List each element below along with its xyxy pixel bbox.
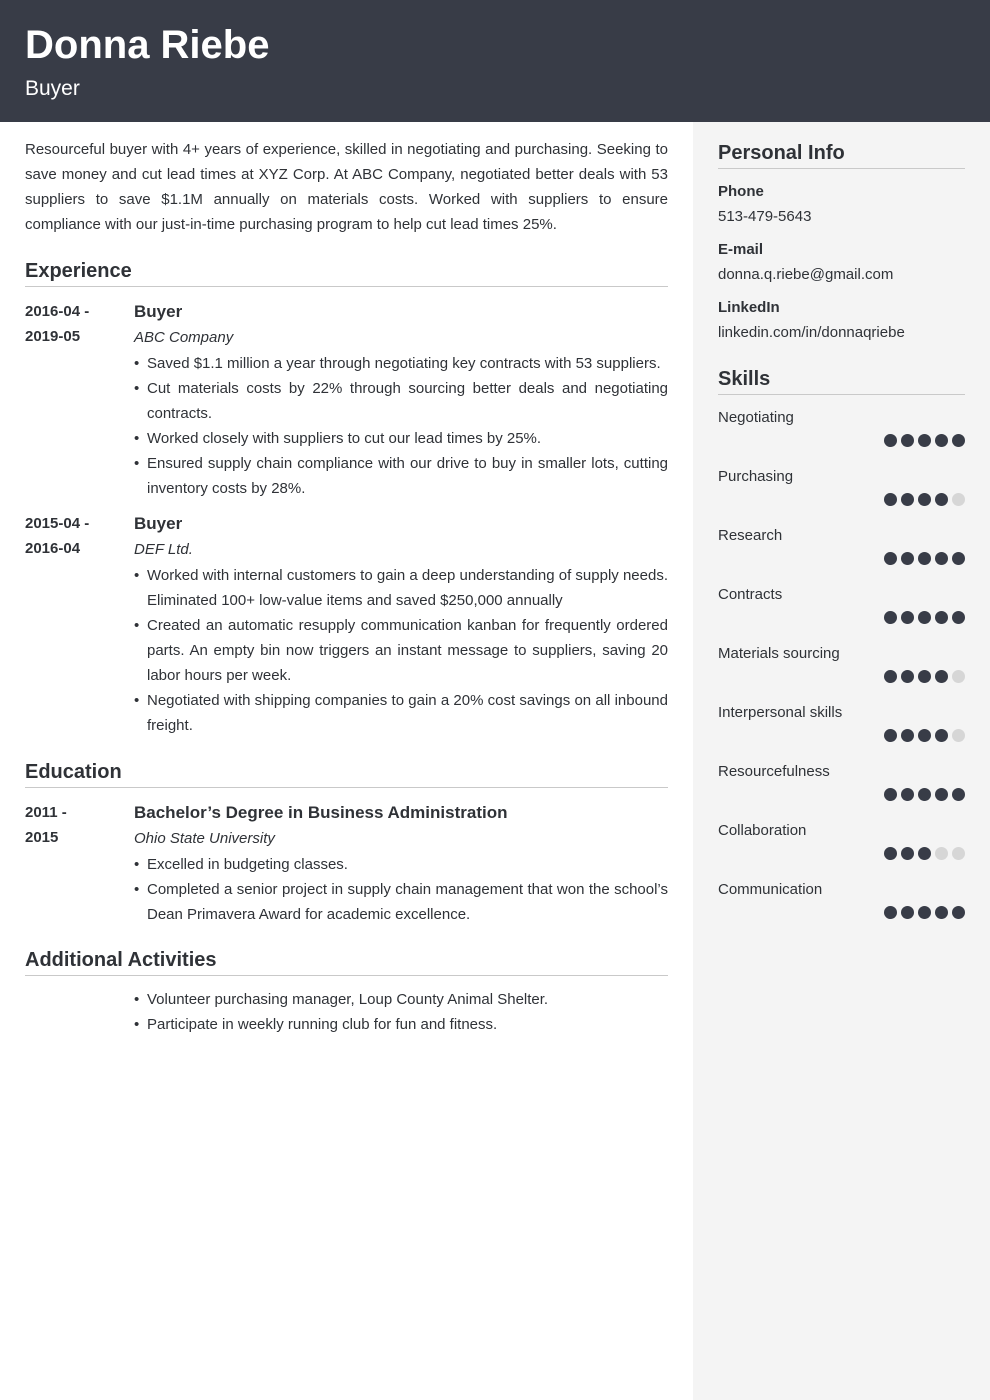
rating-dot-filled xyxy=(952,788,965,801)
rating-dot-filled xyxy=(935,788,948,801)
rating-dot-filled xyxy=(884,552,897,565)
date-start: 2011 - xyxy=(25,804,67,821)
skill-name: Negotiating xyxy=(718,409,794,426)
date-start: 2016-04 - xyxy=(25,303,90,320)
job-title: Buyer xyxy=(134,514,183,533)
skill-rating xyxy=(880,611,965,624)
skill-name: Materials sourcing xyxy=(718,645,840,662)
rating-dot-empty xyxy=(952,493,965,506)
bullet-item: • Excelled in budgeting classes. xyxy=(134,852,668,877)
skill-row xyxy=(718,644,965,703)
bullet-list xyxy=(134,563,668,738)
bullet-list xyxy=(134,351,668,501)
rating-dot-filled xyxy=(935,729,948,742)
bullet-list xyxy=(134,987,668,1037)
candidate-name: Donna Riebe xyxy=(25,23,270,67)
skill-name: Collaboration xyxy=(718,822,807,839)
rating-dot-empty xyxy=(952,670,965,683)
skill-row xyxy=(718,585,965,644)
email-label: E-mail xyxy=(718,241,764,258)
skill-name: Research xyxy=(718,527,783,544)
bullet-item: • Ensured supply chain compliance with our drive to buy in smaller lots, cutting inventory costs by 28%. xyxy=(134,451,668,501)
bullet-list xyxy=(134,852,668,927)
rating-dot-filled xyxy=(935,906,948,919)
skill-rating xyxy=(880,552,965,565)
section-title-personal-info: Personal Info xyxy=(718,141,965,169)
bullet-item: • Negotiated with shipping companies to gain a 20% cost savings on all inbound freight. xyxy=(134,688,668,738)
rating-dot-filled xyxy=(918,788,931,801)
section-title-experience: Experience xyxy=(25,259,668,287)
date-end: 2015 xyxy=(25,829,59,846)
rating-dot-filled xyxy=(901,493,914,506)
company-name: DEF Ltd. xyxy=(134,541,193,558)
rating-dot-empty xyxy=(952,847,965,860)
degree-title: Bachelor’s Degree in Business Administration xyxy=(134,803,508,822)
education-entry xyxy=(25,800,668,927)
skill-name: Communication xyxy=(718,881,823,898)
experience-entry xyxy=(25,511,668,738)
rating-dot-filled xyxy=(901,847,914,860)
rating-dot-filled xyxy=(901,729,914,742)
rating-dot-filled xyxy=(884,434,897,447)
skill-rating xyxy=(880,847,965,860)
rating-dot-filled xyxy=(884,493,897,506)
rating-dot-filled xyxy=(918,670,931,683)
company-name: ABC Company xyxy=(134,329,234,346)
rating-dot-empty xyxy=(935,847,948,860)
rating-dot-filled xyxy=(918,611,931,624)
skill-name: Resourcefulness xyxy=(718,763,830,780)
rating-dot-filled xyxy=(952,434,965,447)
rating-dot-filled xyxy=(935,493,948,506)
skill-rating xyxy=(880,729,965,742)
skill-rating xyxy=(880,493,965,506)
rating-dot-filled xyxy=(884,906,897,919)
school-name: Ohio State University xyxy=(134,830,275,847)
skills-list xyxy=(718,408,965,939)
rating-dot-filled xyxy=(901,434,914,447)
rating-dot-filled xyxy=(918,552,931,565)
rating-dot-filled xyxy=(935,670,948,683)
section-title-activities: Additional Activities xyxy=(25,948,668,976)
rating-dot-filled xyxy=(935,611,948,624)
bullet-item: • Saved $1.1 million a year through negotiating key contracts with 53 suppliers. xyxy=(134,351,668,376)
rating-dot-filled xyxy=(884,847,897,860)
rating-dot-filled xyxy=(935,434,948,447)
date-end: 2019-05 xyxy=(25,328,81,345)
rating-dot-filled xyxy=(918,493,931,506)
activities-entry xyxy=(25,987,668,1037)
entry-dates xyxy=(25,511,134,738)
rating-dot-filled xyxy=(884,788,897,801)
candidate-role: Buyer xyxy=(25,77,80,100)
skill-row xyxy=(718,703,965,762)
rating-dot-filled xyxy=(935,552,948,565)
rating-dot-filled xyxy=(918,906,931,919)
education-section xyxy=(25,760,668,927)
job-title: Buyer xyxy=(134,302,183,321)
rating-dot-filled xyxy=(901,906,914,919)
bullet-item: • Completed a senior project in supply chain management that won the school’s Dean Primavera Award for academic excellence. xyxy=(134,877,668,927)
section-title-skills: Skills xyxy=(718,367,965,395)
rating-dot-filled xyxy=(952,611,965,624)
rating-dot-filled xyxy=(952,552,965,565)
profile-summary: Resourceful buyer with 4+ years of experience, skilled in negotiating and purchasing. Seeking to save money and cut lead times at XYZ Corp. At ABC Company, negotiated better deals with 53 suppliers to save $1.1M annually on materials costs. Worked with suppliers to ensure compliance with our just-in-time purchasing program to help cut lead times 25%. xyxy=(25,141,668,233)
rating-dot-filled xyxy=(918,729,931,742)
bullet-item: • Worked closely with suppliers to cut our lead times by 25%. xyxy=(134,426,668,451)
linkedin-value: linkedin.com/in/donnaqriebe xyxy=(718,324,905,341)
rating-dot-filled xyxy=(901,611,914,624)
rating-dot-filled xyxy=(952,906,965,919)
linkedin-label: LinkedIn xyxy=(718,299,780,316)
rating-dot-filled xyxy=(918,434,931,447)
skill-name: Interpersonal skills xyxy=(718,704,843,721)
bullet-item: • Created an automatic resupply communication kanban for frequently ordered parts. An empty bin now triggers an instant message to suppliers, saving 20 labor hours per week. xyxy=(134,613,668,688)
date-start: 2015-04 - xyxy=(25,515,90,532)
skill-row xyxy=(718,467,965,526)
section-title-education: Education xyxy=(25,760,668,788)
rating-dot-filled xyxy=(884,670,897,683)
bullet-item: • Worked with internal customers to gain a deep understanding of supply needs. Eliminated 100+ low-value items and saved $250,000 annually xyxy=(134,563,668,613)
skill-row xyxy=(718,526,965,585)
email-value: donna.q.riebe@gmail.com xyxy=(718,266,894,283)
phone-value: 513-479-5643 xyxy=(718,208,812,225)
phone-label: Phone xyxy=(718,183,764,200)
skill-rating xyxy=(880,434,965,447)
rating-dot-filled xyxy=(901,670,914,683)
skill-rating xyxy=(880,906,965,919)
sidebar xyxy=(693,122,990,1400)
rating-dot-filled xyxy=(901,788,914,801)
skill-row xyxy=(718,821,965,880)
rating-dot-filled xyxy=(918,847,931,860)
rating-dot-filled xyxy=(884,729,897,742)
date-end: 2016-04 xyxy=(25,540,81,557)
skill-row xyxy=(718,762,965,821)
experience-entry xyxy=(25,299,668,501)
bullet-item: • Cut materials costs by 22% through sourcing better deals and negotiating contracts. xyxy=(134,376,668,426)
main-column xyxy=(25,137,668,1037)
rating-dot-filled xyxy=(884,611,897,624)
bullet-item: • Volunteer purchasing manager, Loup County Animal Shelter. xyxy=(134,987,668,1012)
skill-rating xyxy=(880,670,965,683)
experience-section xyxy=(25,259,668,738)
skill-row xyxy=(718,880,965,939)
activities-section xyxy=(25,948,668,1037)
bullet-item: • Participate in weekly running club for fun and fitness. xyxy=(134,1012,668,1037)
resume-header xyxy=(0,0,990,122)
entry-dates xyxy=(25,299,134,501)
rating-dot-filled xyxy=(901,552,914,565)
skill-row xyxy=(718,408,965,467)
rating-dot-empty xyxy=(952,729,965,742)
skill-name: Purchasing xyxy=(718,468,794,485)
skill-rating xyxy=(880,788,965,801)
skill-name: Contracts xyxy=(718,586,783,603)
entry-dates xyxy=(25,800,134,927)
